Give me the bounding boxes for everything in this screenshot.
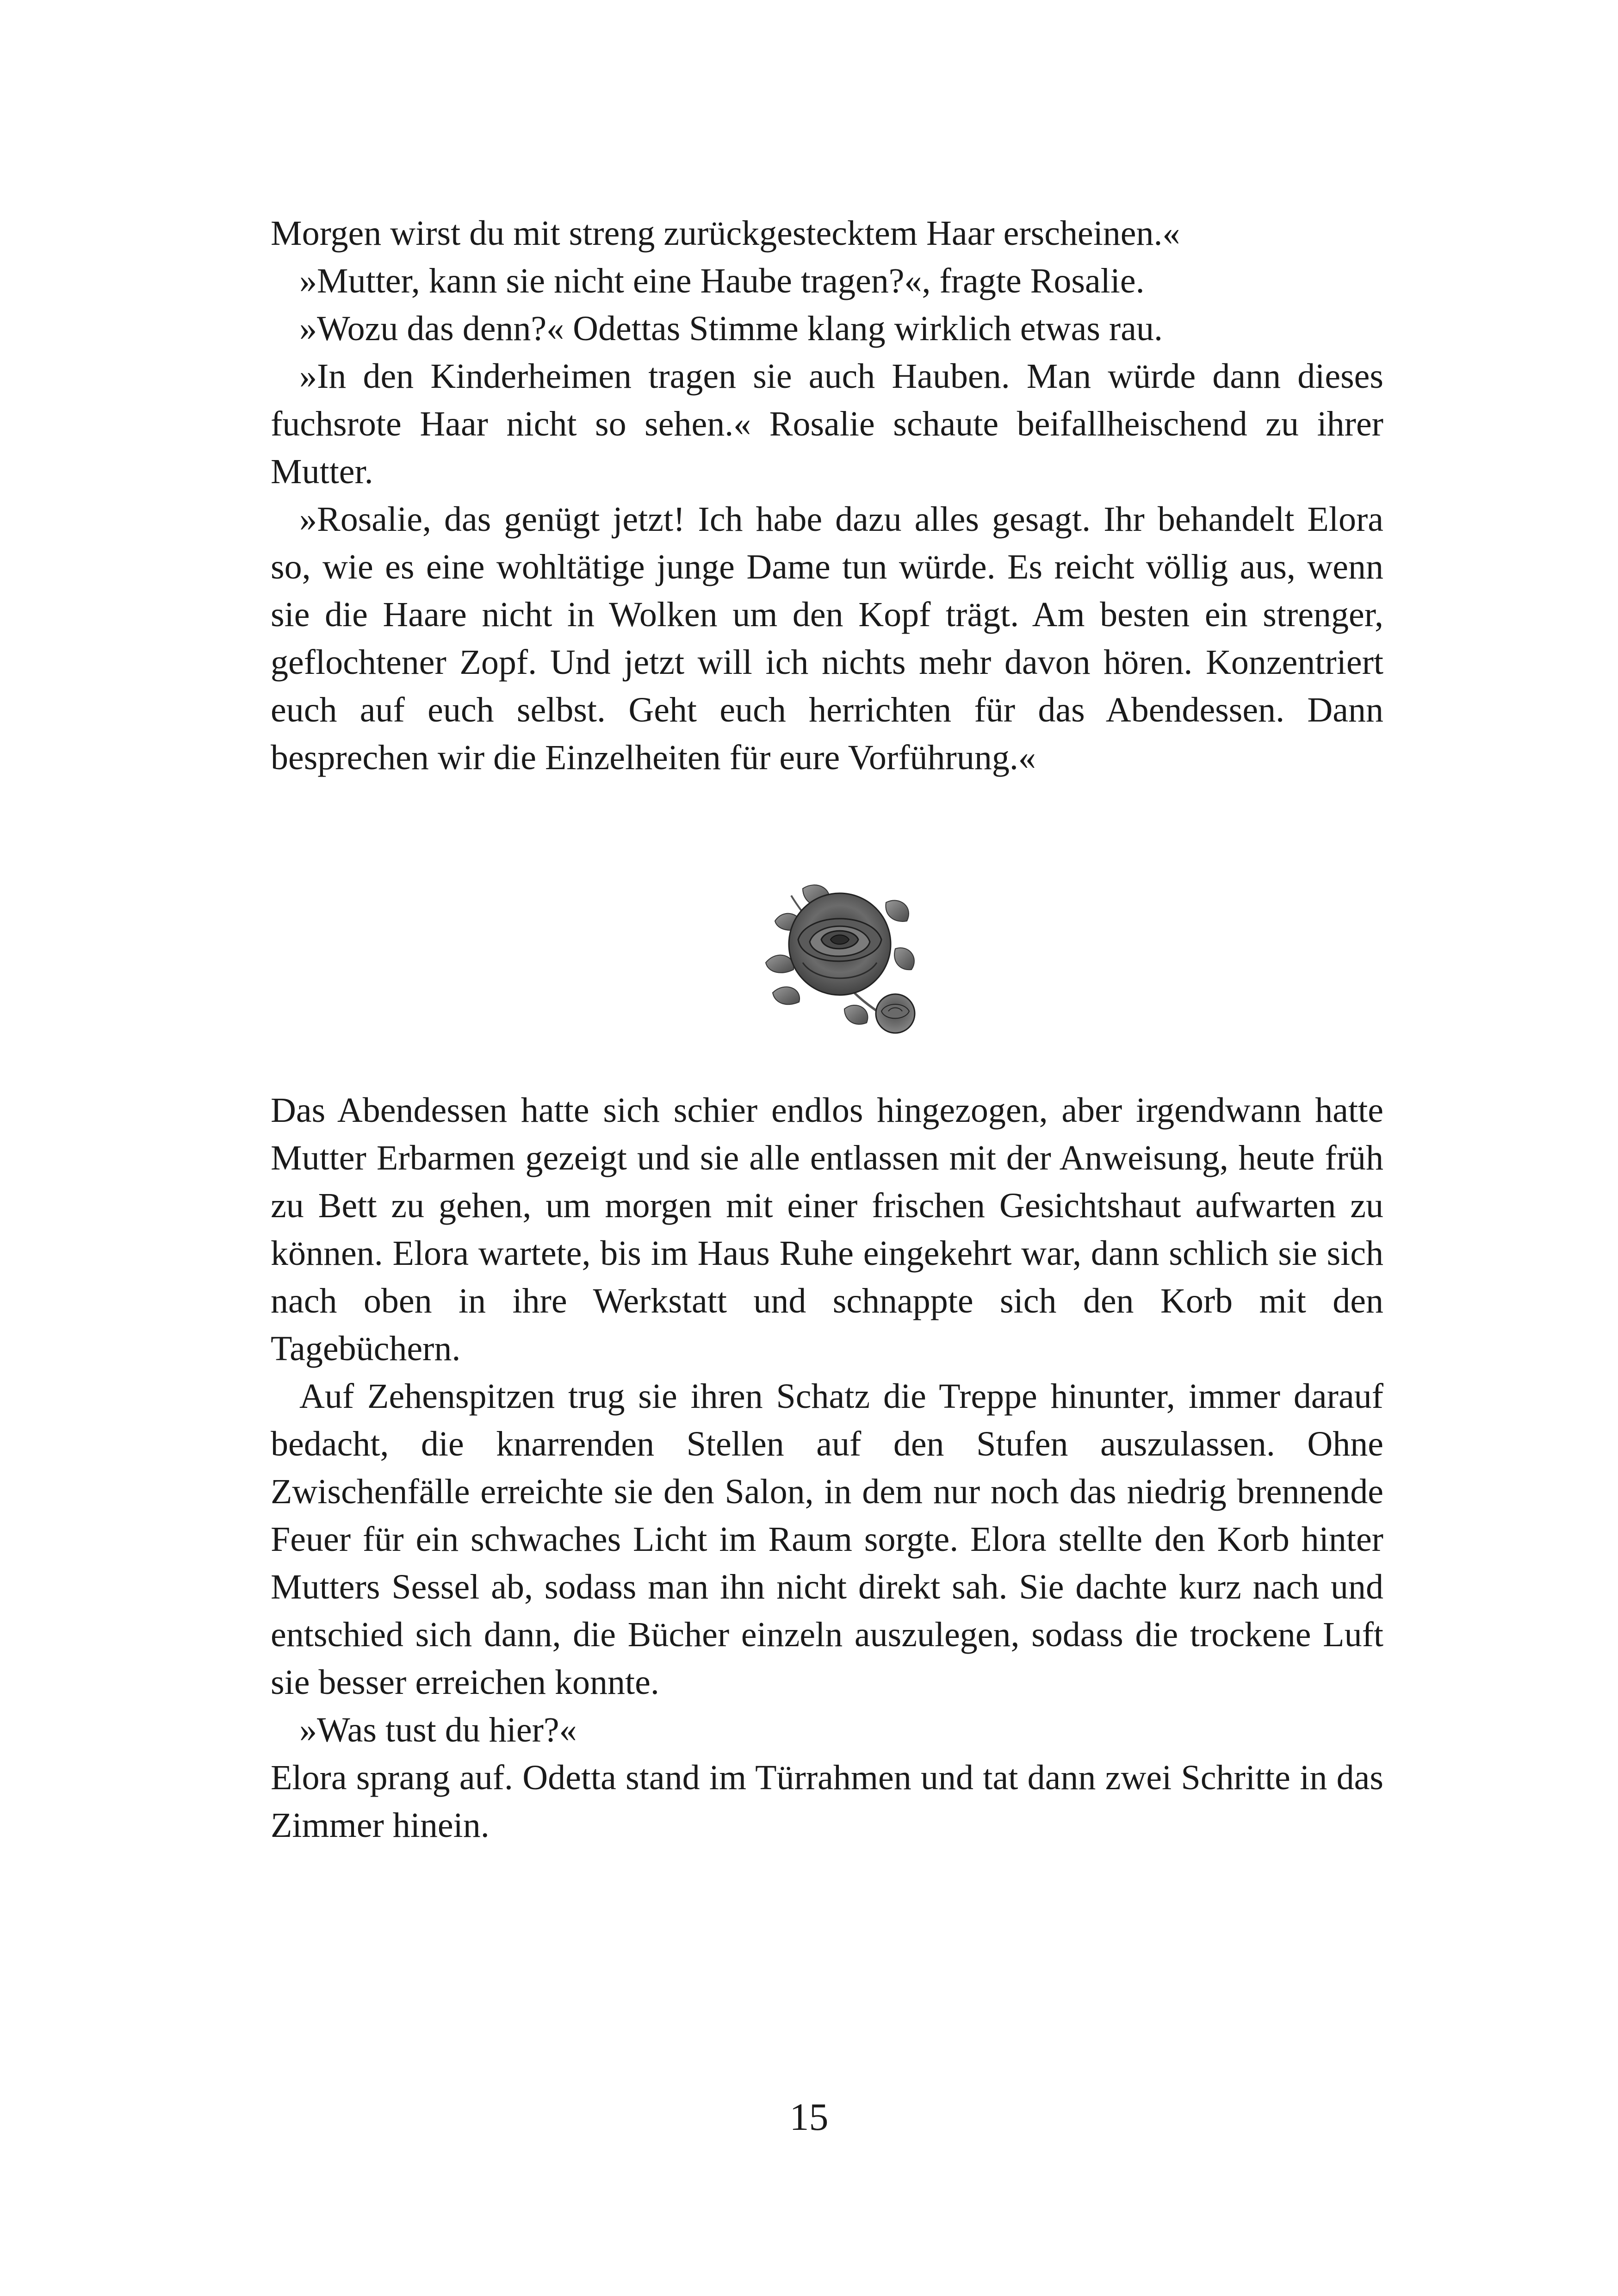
paragraph: Morgen wirst du mit streng zurückgestecktem Haar erscheinen.«	[271, 214, 1180, 253]
paragraph: Elora sprang auf. Odetta stand im Türrahmen und tat dann zwei Schritte in das Zimmer hinein.	[271, 1758, 1383, 1845]
paragraph: »Wozu das denn?« Odettas Stimme klang wirklich etwas rau.	[299, 309, 1163, 348]
text-section-2	[271, 1087, 1383, 1849]
paragraph: »Was tust du hier?«	[299, 1711, 577, 1749]
paragraph: »In den Kinderheimen tragen sie auch Hauben. Man würde dann dieses fuchsrote Haar nicht so sehen.« Rosalie schaute beifallheischend zu ihrer Mutter.	[271, 357, 1383, 491]
paragraph: »Rosalie, das genügt jetzt! Ich habe dazu alles gesagt. Ihr behandelt Elora so, wie es eine wohltätige junge Dame tun würde. Es reicht völlig aus, wenn sie die Haare nicht in Wolken um den Kopf trägt. Am besten ein strenger, geflochtener Zopf. Und jetzt will ich nichts mehr davon hören. Konzentriert euch auf euch selbst. Geht euch herrichten für das Abendessen. Dann besprechen wir die Einzelheiten für eure Vorführung.«	[271, 500, 1383, 777]
paragraph: Auf Zehenspitzen trug sie ihren Schatz die Treppe hinunter, immer darauf bedacht, die knarrenden Stellen auf den Stufen auszulassen. Ohne Zwischenfälle erreichte sie den Salon, in dem nur noch das niedrig brennende Feuer für ein schwaches Licht im Raum sorgte. Elora stellte den Korb hinter Mutters Sessel ab, sodass man ihn nicht direkt sah. Sie dachte kurz nach und entschied sich dann, die Bücher einzeln auszulegen, sodass die trockene Luft sie besser erreichen konnte.	[271, 1377, 1383, 1702]
page-number: 15	[789, 2096, 829, 2139]
text-section-1	[271, 210, 1383, 782]
paragraph: »Mutter, kann sie nicht eine Haube tragen?«, fragte Rosalie.	[299, 261, 1145, 300]
paragraph: Das Abendessen hatte sich schier endlos hingezogen, aber irgendwann hatte Mutter Erbarmen gezeigt und sie alle entlassen mit der Anweisung, heute früh zu Bett zu gehen, um morgen mit einer frischen Gesichtshaut aufwarten zu können. Elora wartete, bis im Haus Ruhe eingekehrt war, dann schlich sie sich nach oben in ihre Werkstatt und schnappte sich den Korb mit den Tagebüchern.	[271, 1091, 1383, 1368]
rose-icon	[747, 870, 932, 1046]
